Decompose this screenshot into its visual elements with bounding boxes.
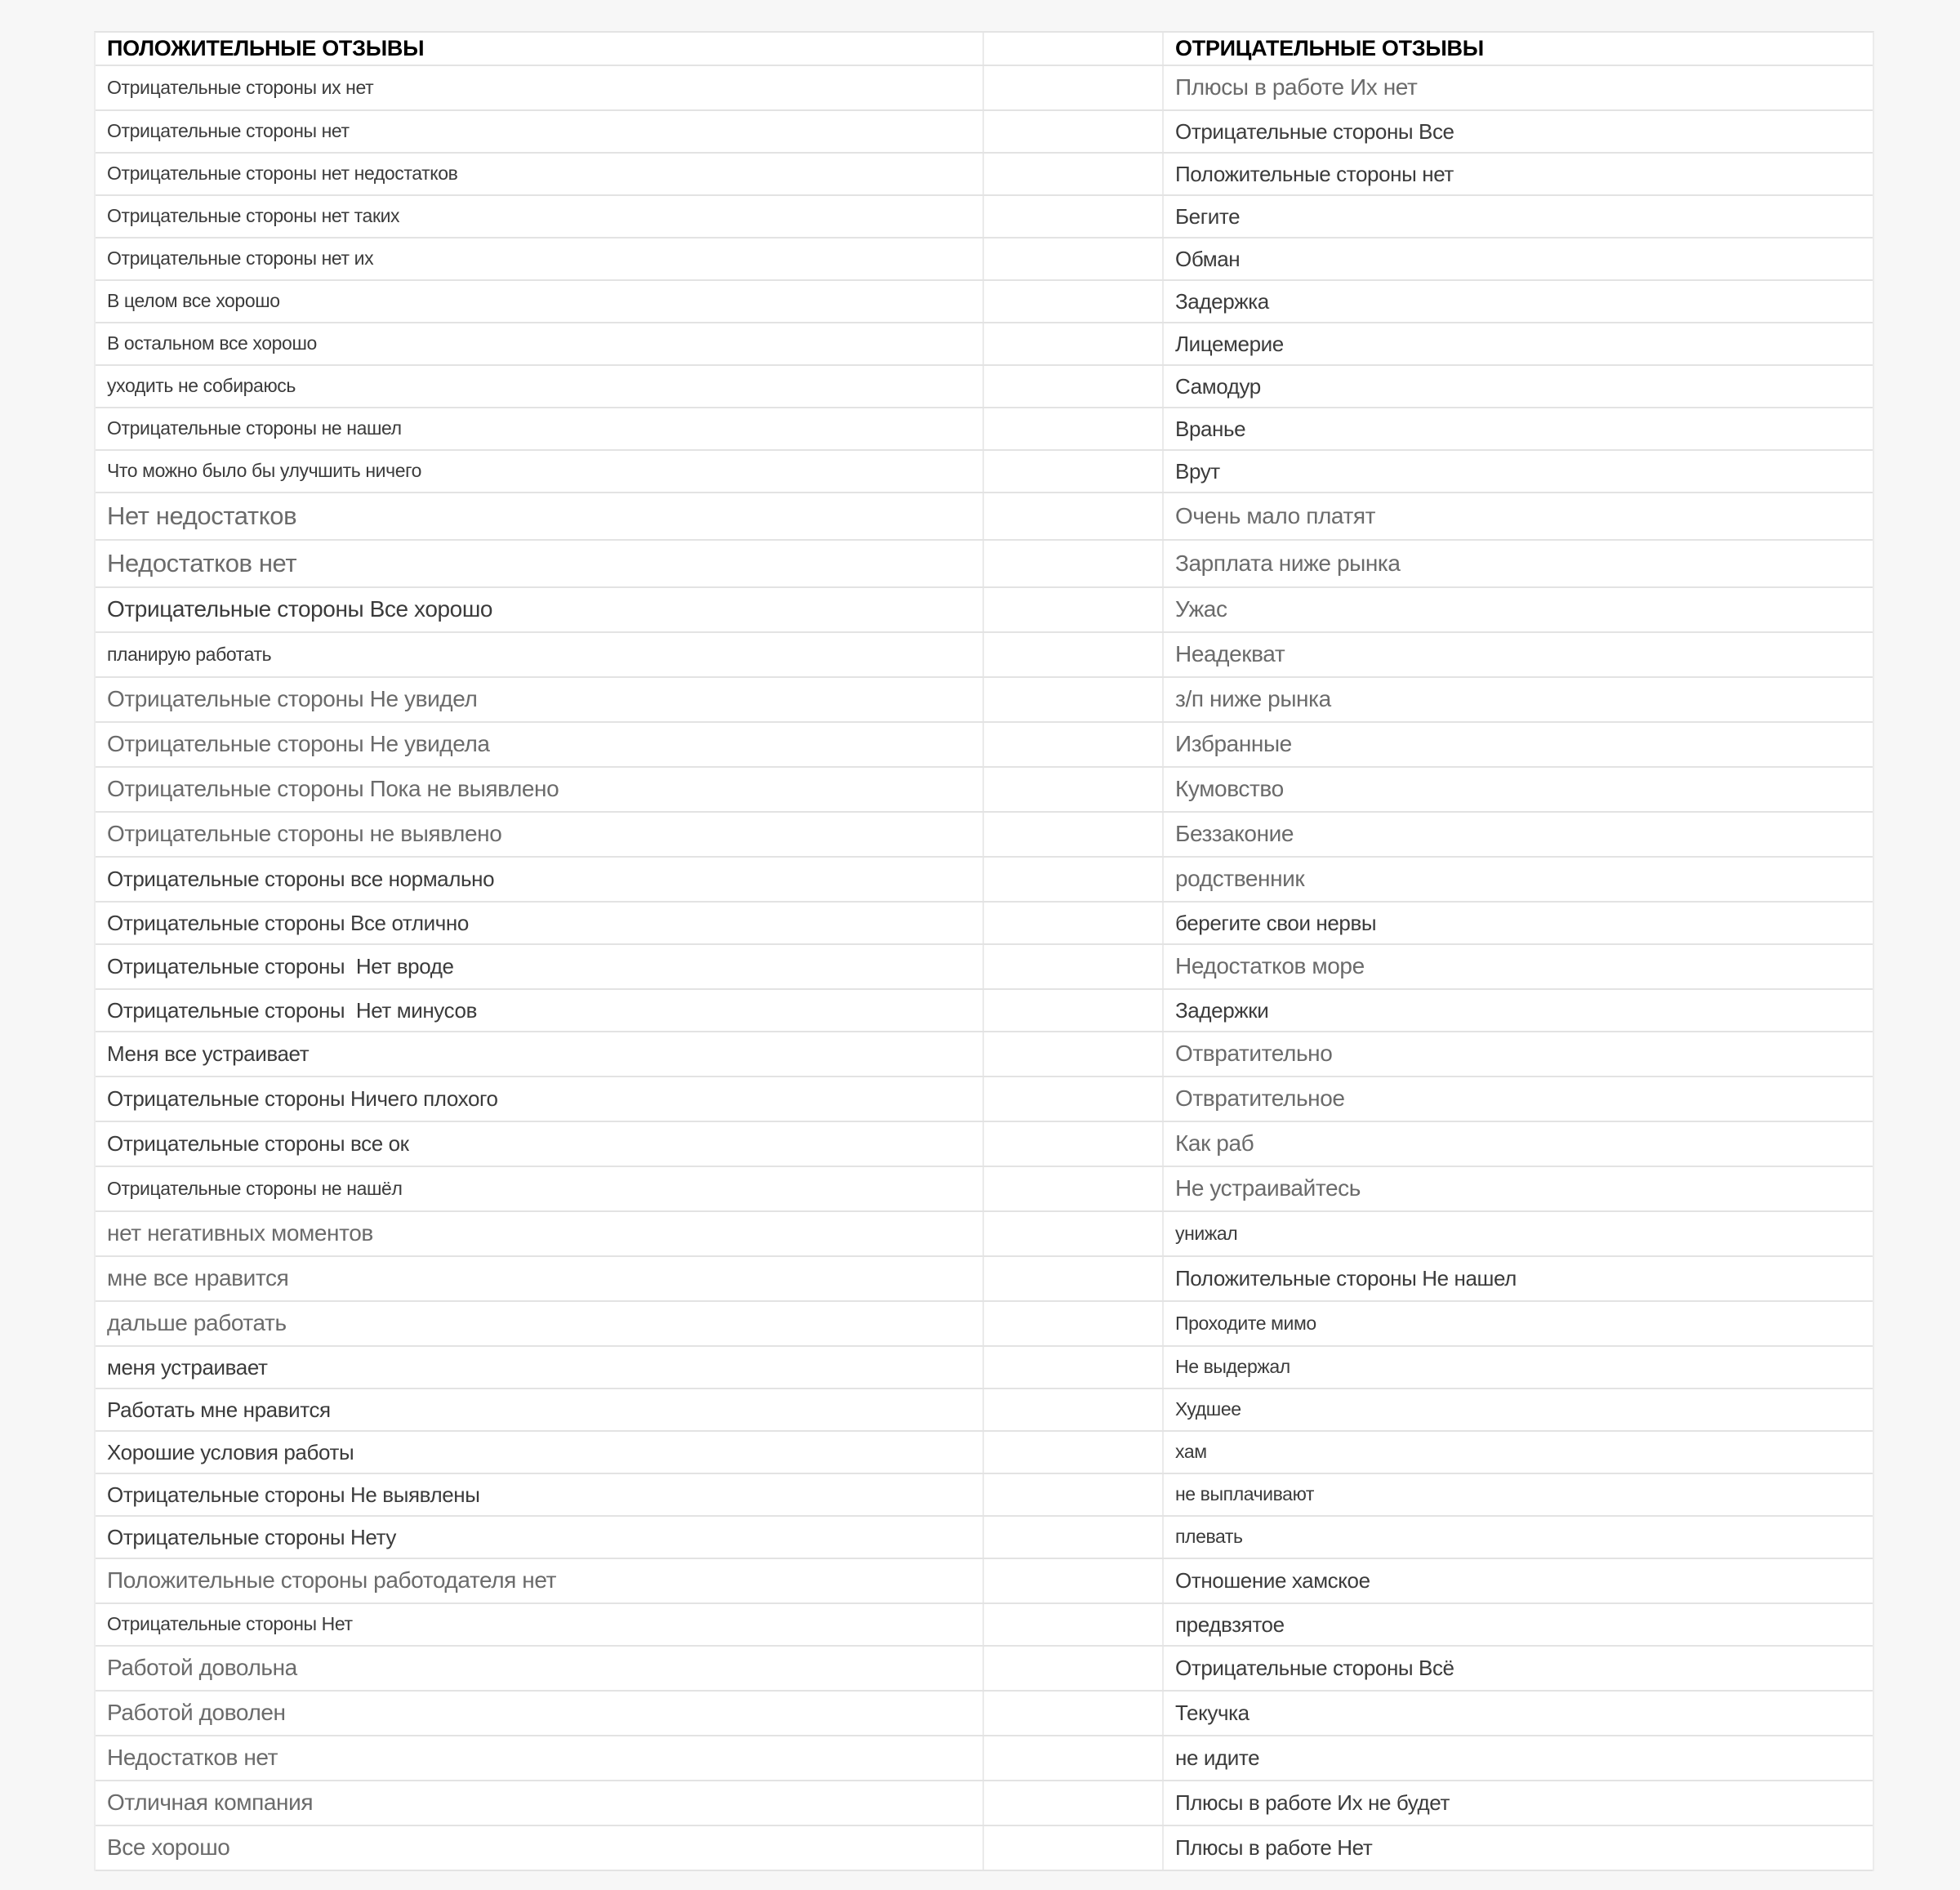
spacer-cell bbox=[984, 945, 1164, 988]
positive-review-cell bbox=[96, 588, 984, 631]
spacer-cell bbox=[984, 1077, 1164, 1121]
table-row bbox=[96, 1604, 1873, 1647]
spacer-cell bbox=[984, 1474, 1164, 1515]
positive-review-cell bbox=[96, 1781, 984, 1825]
table-row bbox=[96, 858, 1873, 903]
negative-review-cell bbox=[1164, 1604, 1873, 1645]
positive-review-cell bbox=[96, 1122, 984, 1166]
positive-review-text: Отрицательные стороны их нет bbox=[107, 76, 374, 98]
positive-review-text: Все хорошо bbox=[107, 1834, 230, 1861]
positive-review-text: Отрицательные стороны Не увидел bbox=[107, 686, 478, 712]
table-row bbox=[96, 1347, 1873, 1389]
positive-review-text: Недостатков нет bbox=[107, 548, 297, 577]
table-row bbox=[96, 238, 1873, 281]
positive-review-cell bbox=[96, 111, 984, 152]
table-row bbox=[96, 903, 1873, 945]
spacer-cell bbox=[984, 1692, 1164, 1735]
negative-reviews-header: ОТРИЦАТЕЛЬНЫЕ ОТЗЫВЫ bbox=[1175, 36, 1484, 60]
positive-review-text: Меня все устраивает bbox=[107, 1041, 310, 1067]
negative-review-text: Зарплата ниже рынка bbox=[1175, 550, 1401, 576]
positive-review-text: Отрицательные стороны все нормально bbox=[107, 867, 495, 892]
spacer-cell bbox=[984, 451, 1164, 492]
table-row bbox=[96, 1302, 1873, 1347]
negative-review-text: Проходите мимо bbox=[1175, 1312, 1316, 1334]
negative-review-cell bbox=[1164, 1257, 1873, 1300]
positive-review-text: Отрицательные стороны Не выявлены bbox=[107, 1482, 480, 1507]
negative-review-cell bbox=[1164, 678, 1873, 721]
table-row bbox=[96, 1257, 1873, 1302]
negative-review-text: Отвратительное bbox=[1175, 1085, 1345, 1112]
spacer-cell bbox=[984, 66, 1164, 109]
negative-review-text: Недостатков море bbox=[1175, 953, 1365, 979]
positive-review-text: Недостатков нет bbox=[107, 1745, 278, 1771]
negative-review-cell bbox=[1164, 408, 1873, 449]
table-row bbox=[96, 990, 1873, 1032]
spacer-cell bbox=[984, 768, 1164, 811]
positive-review-cell bbox=[96, 154, 984, 194]
positive-review-text: Что можно было бы улучшить ничего bbox=[107, 460, 421, 482]
negative-review-text: з/п ниже рынка bbox=[1175, 686, 1331, 712]
table-row bbox=[96, 1692, 1873, 1736]
table-row bbox=[96, 1647, 1873, 1692]
table-row bbox=[96, 154, 1873, 196]
negative-review-text: Обман bbox=[1175, 246, 1241, 271]
table-row bbox=[96, 678, 1873, 723]
negative-review-cell bbox=[1164, 1692, 1873, 1735]
negative-review-cell bbox=[1164, 1781, 1873, 1825]
negative-review-cell bbox=[1164, 1302, 1873, 1345]
negative-review-text: Как раб bbox=[1175, 1130, 1254, 1157]
table-row bbox=[96, 1167, 1873, 1212]
positive-review-text: Отрицательные стороны Нет минусов bbox=[107, 997, 477, 1023]
positive-review-text: Отрицательные стороны Нету bbox=[107, 1524, 396, 1549]
spacer-cell bbox=[984, 588, 1164, 631]
negative-review-cell bbox=[1164, 1212, 1873, 1255]
table-row bbox=[96, 768, 1873, 813]
negative-review-text: Лицемерие bbox=[1175, 331, 1284, 356]
positive-review-text: Работать мне нравится bbox=[107, 1397, 331, 1422]
positive-review-cell bbox=[96, 408, 984, 449]
negative-review-text: Избранные bbox=[1175, 731, 1292, 757]
positive-review-cell bbox=[96, 1077, 984, 1121]
positive-review-text: Отрицательные стороны Нет вроде bbox=[107, 954, 454, 979]
spacer-cell bbox=[984, 1167, 1164, 1210]
positive-review-cell bbox=[96, 451, 984, 492]
positive-review-text: Отрицательные стороны нет таких bbox=[107, 205, 400, 227]
negative-review-text: унижал bbox=[1175, 1222, 1238, 1244]
negative-review-cell bbox=[1164, 1517, 1873, 1558]
positive-review-cell bbox=[96, 1692, 984, 1735]
positive-review-text: Отрицательные стороны Ничего плохого bbox=[107, 1086, 498, 1112]
spacer-cell bbox=[984, 111, 1164, 152]
table-row bbox=[96, 945, 1873, 990]
table-row bbox=[96, 633, 1873, 678]
spacer-cell bbox=[984, 541, 1164, 586]
spacer-header-cell bbox=[984, 33, 1164, 65]
negative-review-text: Текучка bbox=[1175, 1701, 1250, 1726]
table-row bbox=[96, 1432, 1873, 1474]
spacer-cell bbox=[984, 1559, 1164, 1602]
negative-review-text: Положительные стороны Не нашел bbox=[1175, 1266, 1517, 1291]
negative-review-text: берегите свои нервы bbox=[1175, 910, 1377, 935]
positive-reviews-header: ПОЛОЖИТЕЛЬНЫЕ ОТЗЫВЫ bbox=[107, 36, 425, 60]
table-row bbox=[96, 66, 1873, 111]
positive-review-text: меня устраивает bbox=[107, 1354, 268, 1380]
table-row bbox=[96, 323, 1873, 366]
table-row bbox=[96, 196, 1873, 238]
positive-review-text: Работой довольна bbox=[107, 1655, 297, 1681]
positive-review-text: Отрицательные стороны все ок bbox=[107, 1131, 409, 1157]
table-row bbox=[96, 1736, 1873, 1781]
positive-review-text: Положительные стороны работодателя нет bbox=[107, 1567, 557, 1594]
negative-review-cell bbox=[1164, 196, 1873, 237]
positive-review-cell bbox=[96, 1257, 984, 1300]
positive-review-text: Хорошие условия работы bbox=[107, 1439, 354, 1464]
negative-review-cell bbox=[1164, 1647, 1873, 1690]
table-row bbox=[96, 588, 1873, 633]
table-row bbox=[96, 451, 1873, 493]
table-row bbox=[96, 1559, 1873, 1604]
table-row bbox=[96, 1077, 1873, 1122]
spacer-cell bbox=[984, 196, 1164, 237]
spacer-cell bbox=[984, 858, 1164, 901]
table-row bbox=[96, 1781, 1873, 1826]
positive-review-text: Отрицательные стороны нет недостатков bbox=[107, 163, 458, 185]
negative-review-cell bbox=[1164, 813, 1873, 856]
spacer-cell bbox=[984, 1302, 1164, 1345]
negative-review-cell bbox=[1164, 1736, 1873, 1780]
negative-review-text: Очень мало платят bbox=[1175, 502, 1376, 528]
positive-reviews-header-cell bbox=[96, 33, 984, 65]
negative-review-text: Самодур bbox=[1175, 373, 1261, 399]
table-row bbox=[96, 1826, 1873, 1871]
negative-review-cell bbox=[1164, 1559, 1873, 1602]
negative-review-text: предвзятое bbox=[1175, 1611, 1285, 1637]
positive-review-cell bbox=[96, 1559, 984, 1602]
spacer-cell bbox=[984, 723, 1164, 766]
negative-review-text: Беззаконие bbox=[1175, 821, 1294, 847]
spacer-cell bbox=[984, 1257, 1164, 1300]
positive-review-cell bbox=[96, 678, 984, 721]
positive-review-text: Отрицательные стороны Все отлично bbox=[107, 910, 469, 935]
negative-review-cell bbox=[1164, 366, 1873, 407]
positive-review-cell bbox=[96, 768, 984, 811]
spacer-cell bbox=[984, 678, 1164, 721]
positive-review-text: мне все нравится bbox=[107, 1265, 289, 1291]
positive-review-text: В остальном все хорошо bbox=[107, 332, 317, 354]
positive-review-text: Отрицательные стороны не нашел bbox=[107, 417, 402, 439]
negative-review-text: Неадекват bbox=[1175, 641, 1285, 667]
negative-review-cell bbox=[1164, 154, 1873, 194]
positive-review-text: Отрицательные стороны Не увидела bbox=[107, 731, 490, 757]
positive-review-text: Отрицательные стороны нет bbox=[107, 120, 350, 142]
positive-review-cell bbox=[96, 238, 984, 279]
positive-review-cell bbox=[96, 903, 984, 943]
positive-review-cell bbox=[96, 858, 984, 901]
negative-review-cell bbox=[1164, 858, 1873, 901]
table-row bbox=[96, 541, 1873, 588]
negative-review-text: хам bbox=[1175, 1441, 1207, 1463]
negative-review-text: Плюсы в работе Нет bbox=[1175, 1835, 1373, 1861]
positive-review-text: Отрицательные стороны не выявлено bbox=[107, 821, 502, 847]
spacer-cell bbox=[984, 408, 1164, 449]
negative-review-cell bbox=[1164, 238, 1873, 279]
negative-review-text: Отвратительно bbox=[1175, 1041, 1333, 1067]
negative-review-text: Отрицательные стороны Всё bbox=[1175, 1656, 1454, 1681]
positive-review-cell bbox=[96, 945, 984, 988]
table-body bbox=[96, 66, 1873, 1871]
negative-review-cell bbox=[1164, 323, 1873, 364]
negative-review-cell bbox=[1164, 1826, 1873, 1870]
spacer-cell bbox=[984, 1604, 1164, 1645]
negative-review-text: Бегите bbox=[1175, 203, 1241, 229]
positive-review-cell bbox=[96, 1736, 984, 1780]
negative-review-text: Вранье bbox=[1175, 416, 1246, 441]
positive-review-cell bbox=[96, 1032, 984, 1076]
positive-review-cell bbox=[96, 1167, 984, 1210]
negative-review-cell bbox=[1164, 633, 1873, 676]
negative-reviews-header-cell bbox=[1164, 33, 1873, 65]
table-row bbox=[96, 723, 1873, 768]
negative-review-cell bbox=[1164, 1077, 1873, 1121]
spacer-cell bbox=[984, 366, 1164, 407]
positive-review-cell bbox=[96, 281, 984, 322]
positive-review-text: Отрицательные стороны Все хорошо bbox=[107, 596, 493, 622]
spacer-cell bbox=[984, 1389, 1164, 1430]
negative-review-cell bbox=[1164, 1032, 1873, 1076]
spacer-cell bbox=[984, 323, 1164, 364]
positive-review-text: Отрицательные стороны Нет bbox=[107, 1613, 353, 1635]
negative-review-cell bbox=[1164, 1474, 1873, 1515]
negative-review-text: Ужас bbox=[1175, 596, 1227, 622]
positive-review-cell bbox=[96, 1604, 984, 1645]
positive-review-cell bbox=[96, 813, 984, 856]
positive-review-text: Отрицательные стороны Пока не выявлено bbox=[107, 776, 559, 802]
table-row bbox=[96, 813, 1873, 858]
negative-review-cell bbox=[1164, 541, 1873, 586]
spacer-cell bbox=[984, 238, 1164, 279]
table-row bbox=[96, 1122, 1873, 1167]
negative-review-cell bbox=[1164, 588, 1873, 631]
table-row bbox=[96, 1212, 1873, 1257]
negative-review-text: Не выдержал bbox=[1175, 1356, 1290, 1378]
table-row bbox=[96, 408, 1873, 451]
spacer-cell bbox=[984, 1347, 1164, 1388]
positive-review-cell bbox=[96, 1302, 984, 1345]
negative-review-text: Худшее bbox=[1175, 1398, 1241, 1420]
positive-review-text: Отрицательные стороны нет их bbox=[107, 247, 374, 270]
spacer-cell bbox=[984, 1517, 1164, 1558]
positive-review-text: Работой доволен bbox=[107, 1700, 286, 1726]
negative-review-cell bbox=[1164, 903, 1873, 943]
spacer-cell bbox=[984, 1032, 1164, 1076]
table-row bbox=[96, 1389, 1873, 1432]
negative-review-cell bbox=[1164, 1167, 1873, 1210]
negative-review-text: Задержки bbox=[1175, 997, 1269, 1023]
positive-review-text: В целом все хорошо bbox=[107, 290, 280, 312]
positive-review-cell bbox=[96, 1347, 984, 1388]
spacer-cell bbox=[984, 493, 1164, 539]
negative-review-text: Врут bbox=[1175, 458, 1220, 484]
negative-review-text: родственник bbox=[1175, 866, 1305, 892]
negative-review-text: Отношение хамское bbox=[1175, 1568, 1370, 1594]
positive-review-cell bbox=[96, 323, 984, 364]
negative-review-cell bbox=[1164, 493, 1873, 539]
table-row bbox=[96, 1032, 1873, 1077]
spacer-cell bbox=[984, 1432, 1164, 1473]
spacer-cell bbox=[984, 1212, 1164, 1255]
positive-review-text: планирую работать bbox=[107, 643, 272, 665]
positive-review-text: дальше работать bbox=[107, 1310, 287, 1336]
table-row bbox=[96, 1474, 1873, 1517]
positive-review-cell bbox=[96, 1647, 984, 1690]
negative-review-text: не идите bbox=[1175, 1745, 1260, 1771]
spacer-cell bbox=[984, 1647, 1164, 1690]
negative-review-text: не выплачивают bbox=[1175, 1483, 1315, 1505]
positive-review-cell bbox=[96, 366, 984, 407]
spacer-cell bbox=[984, 903, 1164, 943]
negative-review-cell bbox=[1164, 990, 1873, 1031]
negative-review-text: Плюсы в работе Их не будет bbox=[1175, 1790, 1450, 1816]
table-header-row bbox=[96, 33, 1873, 66]
negative-review-text: Положительные стороны нет bbox=[1175, 161, 1454, 186]
table-row bbox=[96, 111, 1873, 154]
table-row bbox=[96, 281, 1873, 323]
spacer-cell bbox=[984, 990, 1164, 1031]
spacer-cell bbox=[984, 1122, 1164, 1166]
positive-review-cell bbox=[96, 66, 984, 109]
positive-review-text: нет негативных моментов bbox=[107, 1220, 373, 1246]
positive-review-cell bbox=[96, 493, 984, 539]
negative-review-cell bbox=[1164, 451, 1873, 492]
table-row bbox=[96, 493, 1873, 541]
negative-review-cell bbox=[1164, 281, 1873, 322]
positive-review-cell bbox=[96, 633, 984, 676]
spacer-cell bbox=[984, 1736, 1164, 1780]
negative-review-text: плевать bbox=[1175, 1526, 1243, 1548]
positive-review-text: Отрицательные стороны не нашёл bbox=[107, 1177, 403, 1199]
spacer-cell bbox=[984, 1781, 1164, 1825]
negative-review-cell bbox=[1164, 723, 1873, 766]
positive-review-cell bbox=[96, 541, 984, 586]
positive-review-cell bbox=[96, 196, 984, 237]
positive-review-text: уходить не собираюсь bbox=[107, 375, 296, 397]
negative-review-cell bbox=[1164, 1432, 1873, 1473]
positive-review-cell bbox=[96, 1517, 984, 1558]
negative-review-text: Отрицательные стороны Все bbox=[1175, 118, 1454, 144]
negative-review-text: Не устраивайтесь bbox=[1175, 1175, 1361, 1201]
reviews-table bbox=[94, 31, 1874, 1871]
positive-review-text: Отличная компания bbox=[107, 1790, 314, 1816]
negative-review-text: Задержка bbox=[1175, 288, 1269, 314]
positive-review-cell bbox=[96, 1389, 984, 1430]
spacer-cell bbox=[984, 1826, 1164, 1870]
negative-review-cell bbox=[1164, 768, 1873, 811]
positive-review-cell bbox=[96, 1826, 984, 1870]
positive-review-cell bbox=[96, 990, 984, 1031]
spacer-cell bbox=[984, 633, 1164, 676]
positive-review-cell bbox=[96, 1474, 984, 1515]
negative-review-cell bbox=[1164, 111, 1873, 152]
negative-review-cell bbox=[1164, 1389, 1873, 1430]
spacer-cell bbox=[984, 281, 1164, 322]
positive-review-text: Нет недостатков bbox=[107, 501, 297, 530]
table-row bbox=[96, 366, 1873, 408]
table-row bbox=[96, 1517, 1873, 1559]
negative-review-text: Плюсы в работе Их нет bbox=[1175, 74, 1418, 100]
spacer-cell bbox=[984, 154, 1164, 194]
positive-review-cell bbox=[96, 723, 984, 766]
positive-review-cell bbox=[96, 1212, 984, 1255]
negative-review-cell bbox=[1164, 66, 1873, 109]
negative-review-text: Кумовство bbox=[1175, 776, 1284, 802]
negative-review-cell bbox=[1164, 945, 1873, 988]
negative-review-cell bbox=[1164, 1122, 1873, 1166]
negative-review-cell bbox=[1164, 1347, 1873, 1388]
positive-review-cell bbox=[96, 1432, 984, 1473]
spacer-cell bbox=[984, 813, 1164, 856]
